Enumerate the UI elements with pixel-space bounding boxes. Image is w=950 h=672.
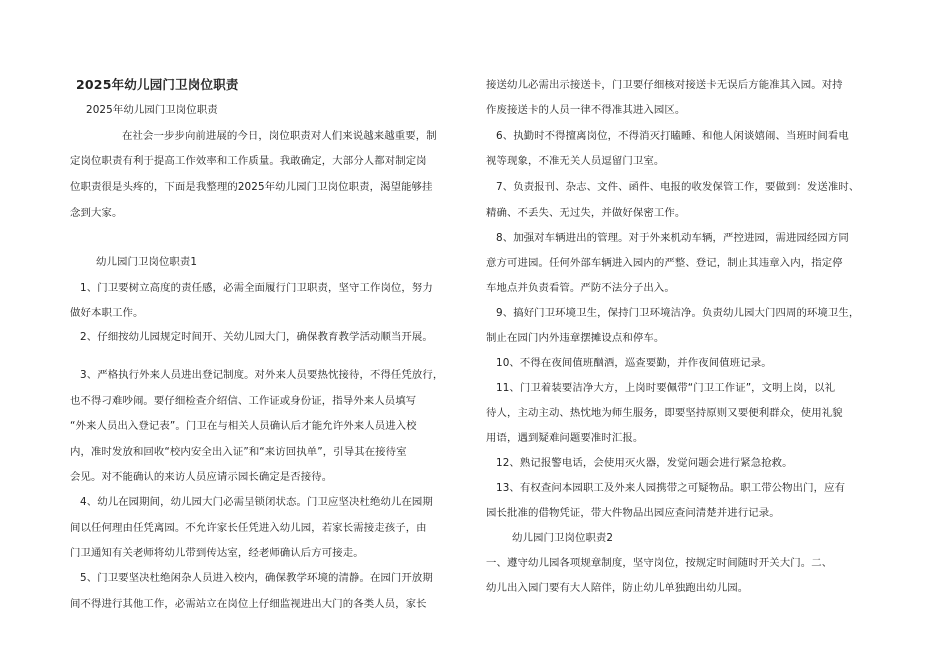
paragraph-line: 精确、不丢失、无过失，并做好保密工作。 [486, 207, 686, 219]
paragraph-line: 间不得进行其他工作，必需站立在岗位上仔细监视进出大门的各类人员，家长 [70, 598, 427, 610]
paragraph-line: 8、加强对车辆进出的管理。对于外来机动车辆，严控进园，需进园经园方同 [496, 232, 849, 244]
paragraph-line: 车地点并负责看管。严防不法分子出入。 [486, 282, 675, 294]
paragraph-line: 待人，主动主动、热忱地为师生服务，即要坚持原则又要便利群众，使用礼貌 [486, 407, 843, 419]
paragraph-line: 念到大家。 [70, 207, 123, 219]
paragraph-line: 幼儿出入园门要有大人陪伴，防止幼儿单独跑出幼儿园。 [486, 582, 749, 594]
document-subtitle: 2025年幼儿园门卫岗位职责 [86, 104, 218, 116]
paragraph-line: 意方可进园。任何外部车辆进入园内的严整、登记，制止其违章入内，指定停 [486, 257, 843, 269]
paragraph-line: 7、负责报刊、杂志、文件、函件、电报的收发保管工作，要做到：发送准时、 [496, 181, 860, 193]
paragraph-line: 6、执勤时不得擅离岗位，不得消灭打瞌睡、和他人闲谈嬉闹、当班时间看电 [496, 130, 849, 142]
paragraph-line: 一、遵守幼儿园各项规章制度，坚守岗位，按规定时间随时开关大门。二、 [486, 557, 833, 569]
paragraph-line: 2、仔细按幼儿园规定时间开、关幼儿园大门，确保教育教学活动顺当开展。 [80, 331, 433, 343]
paragraph-line: 门卫通知有关老师将幼儿带到传达室，经老师确认后方可接走。 [70, 547, 364, 559]
paragraph-line: 会见。对不能确认的来访人员应请示园长确定是否接待。 [70, 471, 333, 483]
document-title: 2025年幼儿园门卫岗位职责 [76, 77, 239, 92]
paragraph-line: 视等现象，不准无关人员逗留门卫室。 [486, 155, 665, 167]
paragraph-line: 12、熟记报警电话，会使用灭火器，发觉问题会进行紧急抢救。 [496, 457, 793, 469]
paragraph-line: 园长批准的借物凭证，带大件物品出园应查问清楚并进行记录。 [486, 507, 780, 519]
paragraph-line: 4、幼儿在园期间，幼儿园大门必需呈锁闭状态。门卫应坚决杜绝幼儿在园期 [80, 496, 433, 508]
paragraph-line: 在社会一步步向前进展的今日，岗位职责对人们来说越来越重要，制 [122, 130, 437, 142]
paragraph-line: 作废接送卡的人员一律不得准其进入园区。 [486, 104, 686, 116]
paragraph-line: 用语，遇到疑难问题要准时汇报。 [486, 432, 644, 444]
paragraph-line: 1、门卫要树立高度的责任感，必需全面履行门卫职责，坚守工作岗位，努力 [80, 282, 433, 294]
paragraph-line: 内，准时发放和回收“校内安全出入证”和“来访回执单”，引导其在接待室 [70, 446, 407, 458]
paragraph-line: “外来人员出入登记表”。门卫在与相关人员确认后才能允许外来人员进入校 [70, 420, 417, 432]
paragraph-line: 9、搞好门卫环境卫生，保持门卫环境洁净。负责幼儿园大门四周的环境卫生， [496, 307, 860, 319]
paragraph-line: 10、不得在夜间值班酗酒，巡查要勤，并作夜间值班记录。 [496, 357, 772, 369]
paragraph-line: 定岗位职责有利于提高工作效率和工作质量。我敢确定，大部分人都对制定岗 [70, 155, 427, 167]
paragraph-line: 接送幼儿必需出示接送卡，门卫要仔细核对接送卡无误后方能准其入园。对持 [486, 79, 843, 91]
paragraph-line: 制止在园门内外违章摆摊设点和停车。 [486, 332, 665, 344]
paragraph-line: 3、严格执行外来人员进出登记制度。对外来人员要热忱接待，不得任凭放行， [80, 369, 444, 381]
section-heading: 幼儿园门卫岗位职责1 [96, 256, 198, 268]
paragraph-line: 5、门卫要坚决杜绝闲杂人员进入校内，确保教学环境的清静。在园门开放期 [80, 572, 433, 584]
paragraph-line: 也不得刁难吵闹。要仔细检查介绍信、工作证或身份证，指导外来人员填写 [70, 395, 417, 407]
section-heading: 幼儿园门卫岗位职责2 [512, 532, 614, 544]
paragraph-line: 11、门卫着装要洁净大方，上岗时要佩带“门卫工作证”，文明上岗，以礼 [496, 382, 836, 394]
paragraph-line: 做好本职工作。 [70, 307, 144, 319]
paragraph-line: 13、有权查问本园职工及外来人园携带之可疑物品。职工带公物出门，应有 [496, 482, 846, 494]
paragraph-line: 间以任何理由任凭离园。不允许家长任凭进入幼儿园，若家长需接走孩子，由 [70, 522, 427, 534]
paragraph-line: 位职责很是头疼的，下面是我整理的2025年幼儿园门卫岗位职责，渴望能够挂 [70, 181, 433, 193]
